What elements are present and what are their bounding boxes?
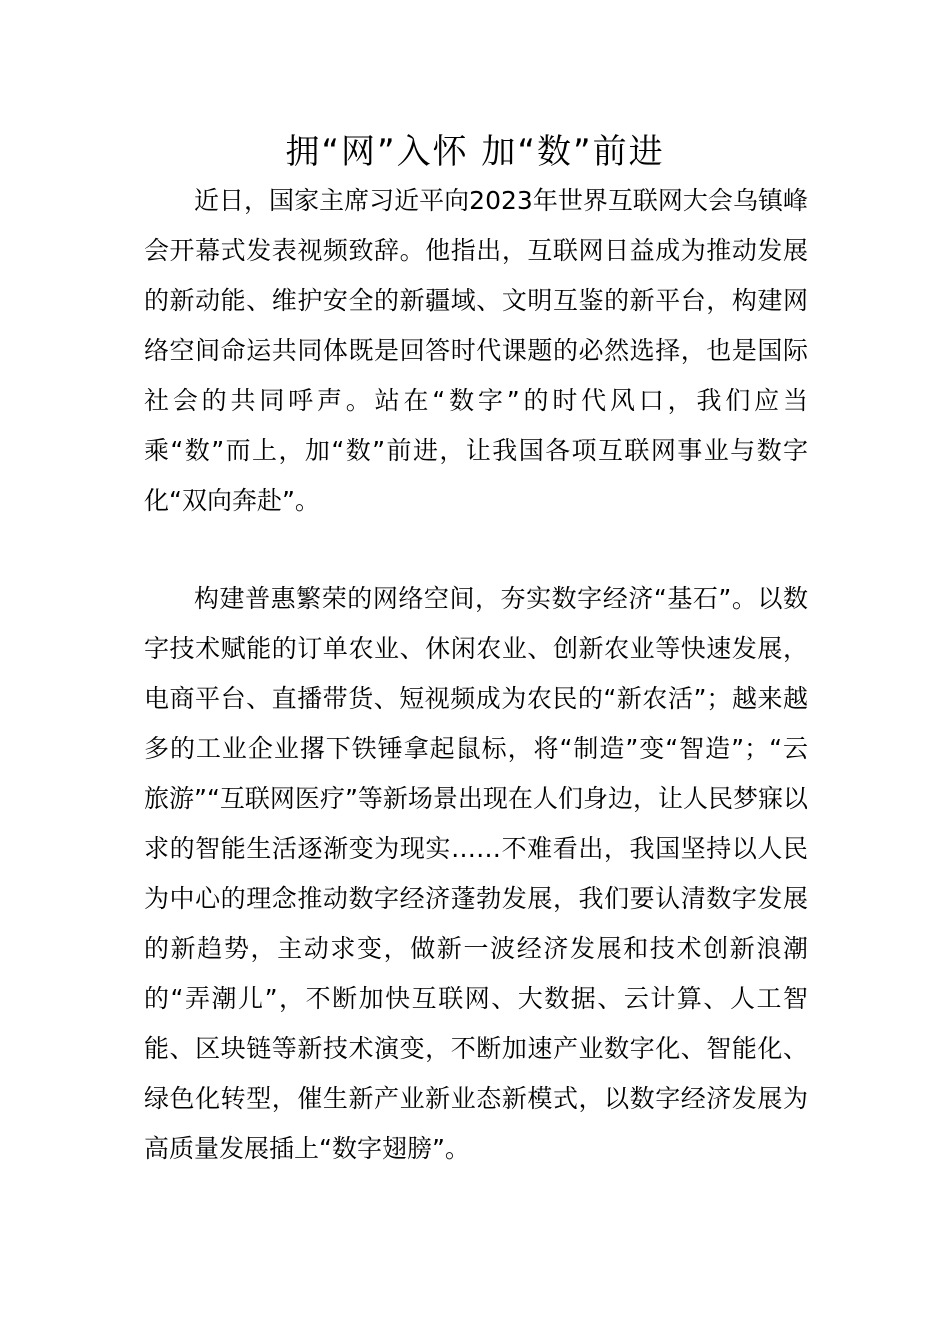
paragraph-1: 近日，国家主席习近平向2023年世界互联网大会乌镇峰会开幕式发表视频致辞。他指出，互联网日益成为推动发展的新动能、维护安全的新疆域、文明互鉴的新平台，构建网络空间命运共同体既是回答时代课题的必然选择，也是国际社会的共同呼声。站在“数字”的时代风口，我们应当乘“数”而上，加“数”前进，让我国各项互联网事业与数字化“双向奔赴”。	[144, 186, 808, 515]
paragraph-2: 构建普惠繁荣的网络空间，夯实数字经济“基石”。以数字技术赋能的订单农业、休闲农业、创新农业等快速发展，电商平台、直播带货、短视频成为农民的“新农活”；越来越多的工业企业撂下铁锤拿起鼠标，将“制造”变“智造”；“云旅游”“互联网医疗”等新场景出现在人们身边，让人民梦寐以求的智能生活逐渐变为现实……不难看出，我国坚持以人民为中心的理念推动数字经济蓬勃发展，我们要认清数字发展的新趋势，主动求变，做新一波经济发展和技术创新浪潮的“弄潮儿”，不断加快互联网、大数据、云计算、人工智能、区块链等新技术演变，不断加速产业数字化、智能化、绿色化转型，催生新产业新业态新模式，以数字经济发展为高质量发展插上“数字翅膀”。	[144, 584, 808, 1163]
document-title: 拥“网”入怀 加“数”前进	[285, 132, 665, 172]
